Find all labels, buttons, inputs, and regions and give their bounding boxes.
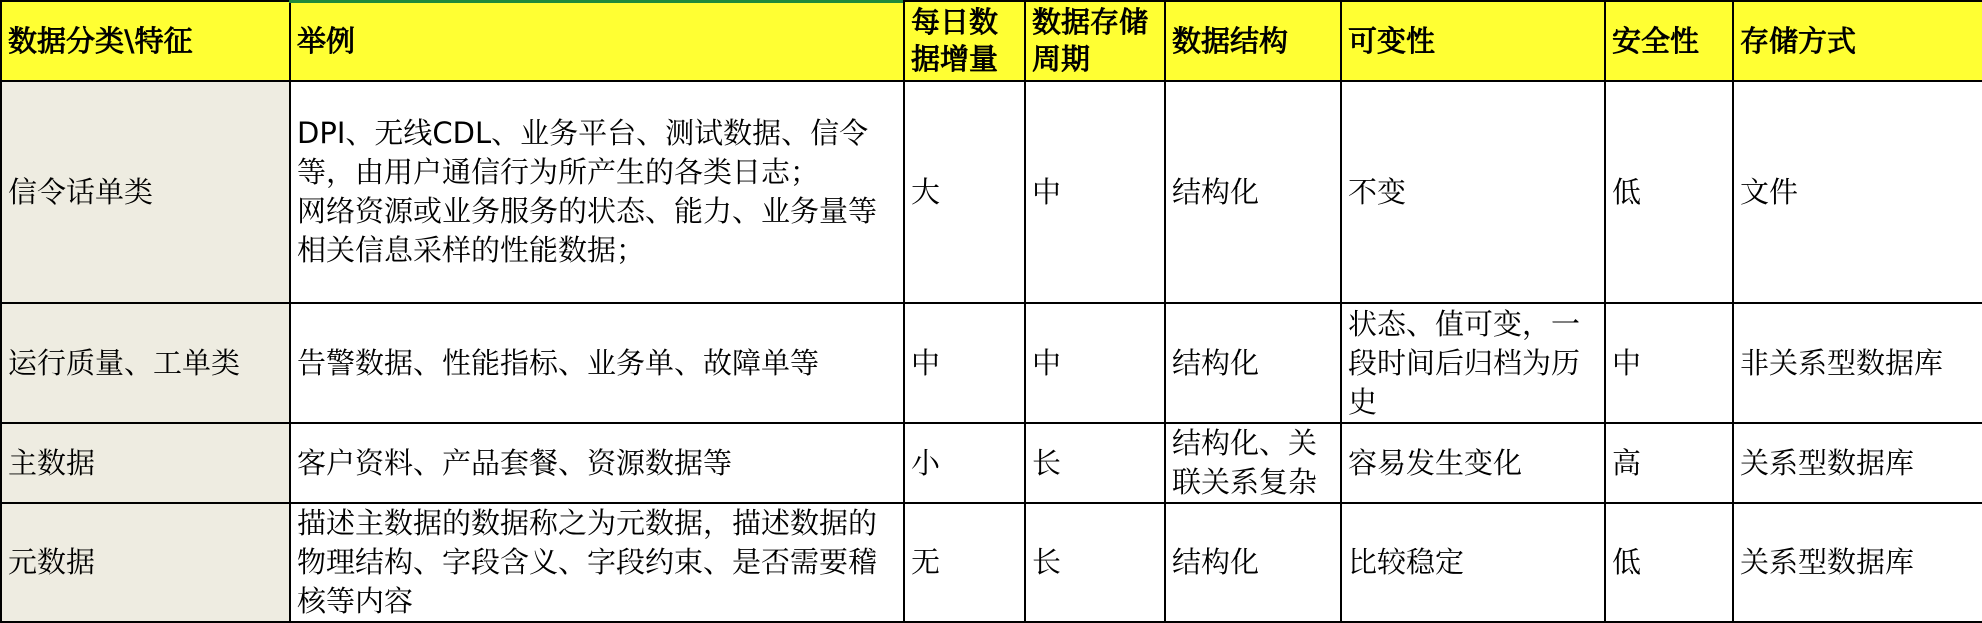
cell-variability[interactable]: 状态、值可变，一段时间后归档为历史 xyxy=(1341,303,1605,423)
cell-variability[interactable]: 比较稳定 xyxy=(1341,503,1605,622)
cell-category[interactable]: 信令话单类 xyxy=(1,81,290,303)
cell-security[interactable]: 低 xyxy=(1605,81,1733,303)
header-cell-security[interactable]: 安全性 xyxy=(1605,1,1733,81)
table-row xyxy=(1,81,1982,303)
cell-variability[interactable]: 不变 xyxy=(1341,81,1605,303)
cell-storage-period[interactable]: 长 xyxy=(1025,503,1165,622)
cell-security[interactable]: 高 xyxy=(1605,423,1733,503)
header-cell-storage-period[interactable]: 数据存储周期 xyxy=(1025,1,1165,81)
cell-variability[interactable]: 容易发生变化 xyxy=(1341,423,1605,503)
selection-accent-line xyxy=(289,0,903,3)
header-cell-structure[interactable]: 数据结构 xyxy=(1165,1,1341,81)
header-cell-example[interactable]: 举例 xyxy=(290,1,904,81)
header-cell-daily-increment[interactable]: 每日数据增量 xyxy=(904,1,1025,81)
cell-example[interactable]: 告警数据、性能指标、业务单、故障单等 xyxy=(290,303,904,423)
cell-category[interactable]: 元数据 xyxy=(1,503,290,622)
table-row xyxy=(1,303,1982,423)
cell-storage-period[interactable]: 长 xyxy=(1025,423,1165,503)
header-cell-storage-method[interactable]: 存储方式 xyxy=(1733,1,1982,81)
table-row xyxy=(1,503,1982,622)
header-cell-variability[interactable]: 可变性 xyxy=(1341,1,1605,81)
cell-daily-increment[interactable]: 大 xyxy=(904,81,1025,303)
cell-structure[interactable]: 结构化 xyxy=(1165,81,1341,303)
cell-example[interactable]: 客户资料、产品套餐、资源数据等 xyxy=(290,423,904,503)
cell-daily-increment[interactable]: 中 xyxy=(904,303,1025,423)
cell-daily-increment[interactable]: 无 xyxy=(904,503,1025,622)
cell-structure[interactable]: 结构化 xyxy=(1165,503,1341,622)
cell-security[interactable]: 中 xyxy=(1605,303,1733,423)
cell-example[interactable]: 描述主数据的数据称之为元数据，描述数据的物理结构、字段含义、字段约束、是否需要稽核等内容 xyxy=(290,503,904,622)
header-cell-category[interactable]: 数据分类\特征 xyxy=(1,1,290,81)
cell-storage-method[interactable]: 关系型数据库 xyxy=(1733,503,1982,622)
cell-storage-method[interactable]: 关系型数据库 xyxy=(1733,423,1982,503)
cell-security[interactable]: 低 xyxy=(1605,503,1733,622)
cell-storage-method[interactable]: 文件 xyxy=(1733,81,1982,303)
table-row xyxy=(1,423,1982,503)
cell-storage-period[interactable]: 中 xyxy=(1025,303,1165,423)
cell-storage-method[interactable]: 非关系型数据库 xyxy=(1733,303,1982,423)
cell-structure[interactable]: 结构化、关联关系复杂 xyxy=(1165,423,1341,503)
cell-example[interactable]: DPI、无线CDL、业务平台、测试数据、信令等，由用户通信行为所产生的各类日志； 网络资源或业务服务的状态、能力、业务量等相关信息采样的性能数据； xyxy=(290,81,904,303)
cell-structure[interactable]: 结构化 xyxy=(1165,303,1341,423)
cell-storage-period[interactable]: 中 xyxy=(1025,81,1165,303)
cell-category[interactable]: 主数据 xyxy=(1,423,290,503)
cell-category[interactable]: 运行质量、工单类 xyxy=(1,303,290,423)
cell-daily-increment[interactable]: 小 xyxy=(904,423,1025,503)
header-row xyxy=(1,1,1982,81)
